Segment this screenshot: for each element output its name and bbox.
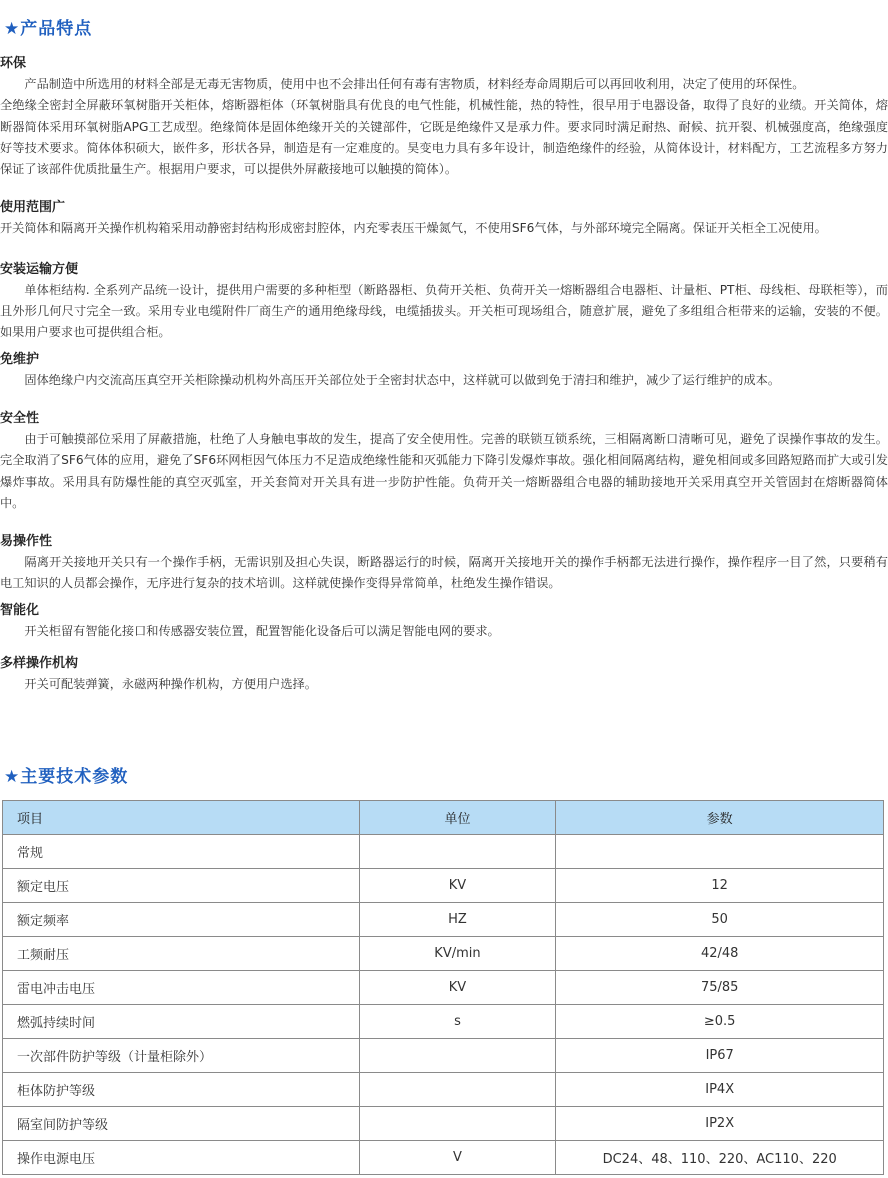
specs-table	[2, 800, 884, 1175]
feature-title: 易操作性	[0, 534, 53, 550]
cell-item: 额定电压	[3, 869, 360, 903]
header-item: 项目	[3, 801, 360, 835]
feature-mechanism	[0, 654, 888, 695]
cell-value: DC24、48、110、220、AC110、220	[556, 1141, 884, 1175]
feature-body: 隔离开关接地开关只有一个操作手柄，无需识别及担心失误，断路器运行的时候，隔离开关接地开关的操作手柄都无法进行操作，操作程序一目了然，只要稍有电工知识的人员都会操作，无序进行复杂的技术培训。这样就使操作变得异常简单，杜绝发生操作错误。	[0, 555, 888, 591]
feature-usability	[0, 532, 888, 595]
cell-unit	[359, 1073, 556, 1107]
table-row	[3, 869, 884, 903]
cell-unit	[359, 835, 556, 869]
feature-wide-use	[0, 198, 888, 239]
table-row	[3, 1073, 884, 1107]
feature-install	[0, 260, 888, 344]
table-row	[3, 1141, 884, 1175]
cell-unit: V	[359, 1141, 556, 1175]
table-header-row	[3, 801, 884, 835]
cell-item: 常规	[3, 835, 360, 869]
cell-item: 柜体防护等级	[3, 1073, 360, 1107]
cell-item: 雷电冲击电压	[3, 971, 360, 1005]
cell-item: 工频耐压	[3, 937, 360, 971]
cell-value: 75/85	[556, 971, 884, 1005]
section-title-specs: ★主要技术参数	[4, 767, 129, 787]
cell-item: 隔室间防护等级	[3, 1107, 360, 1141]
feature-title: 使用范围广	[0, 200, 66, 216]
feature-body: 开关简体和隔离开关操作机构箱采用动静密封结构形成密封腔体，内充零表压干燥氮气，不使用SF6气体，与外部环境完全隔离。保证开关柜全工况使用。	[0, 221, 827, 236]
cell-unit: HZ	[359, 903, 556, 937]
table-row	[3, 835, 884, 869]
feature-title: 安装运输方便	[0, 261, 79, 277]
table-row	[3, 1039, 884, 1073]
cell-value: IP67	[556, 1039, 884, 1073]
header-value: 参数	[556, 801, 884, 835]
feature-body: 单体柜结构. 全系列产品统一设计，提供用户需要的多种柜型（断路器柜、负荷开关柜、负荷开关一熔断器组合电器柜、计量柜、PT柜、母线柜、母联柜等），而且外形几何尺寸完全一致。采用专业电缆附件厂商生产的通用绝缘母线，电缆插拔头。开关柜可现场组合，随意扩展，避免了多组组合柜带来的运输，安装的不便。如果用户要求也可提供组合柜。	[0, 282, 888, 340]
feature-title: 环保	[0, 56, 27, 71]
cell-value: IP2X	[556, 1107, 884, 1141]
cell-unit	[359, 1107, 556, 1141]
table-row	[3, 903, 884, 937]
cell-value	[556, 835, 884, 869]
feature-smart	[0, 601, 888, 642]
cell-value: 12	[556, 869, 884, 903]
cell-item: 额定频率	[3, 903, 360, 937]
feature-title: 智能化	[0, 602, 40, 618]
cell-value: 42/48	[556, 937, 884, 971]
feature-body: 全绝缘全密封全屏蔽环氧树脂开关柜体，熔断器柜体（环氧树脂具有优良的电气性能，机械性能，热的特性，很早用于电器设备，取得了良好的业绩。开关简体，熔断器简体采用环氧树脂APG工艺成型。绝缘简体是固体绝缘开关的关键部件，它既是绝缘件又是承力件。要求同时满足耐热、耐候、抗开裂、机械强度高，绝缘强度好等技术要求。简体体积硕大，嵌件多，形状各异，制造是有一定难度的。昊变电力具有多年设计，制造绝缘件的经验，从简体设计，材料配方，工艺流程多方努力保证了该部件优质批量生产。根据用户要求，可以提供外屏蔽接地可以触摸的简体）。	[0, 98, 888, 177]
cell-unit	[359, 1039, 556, 1073]
cell-value: ≥0.5	[556, 1005, 884, 1039]
cell-unit: KV/min	[359, 937, 556, 971]
cell-item: 操作电源电压	[3, 1141, 360, 1175]
cell-value: 50	[556, 903, 884, 937]
feature-title: 安全性	[0, 410, 40, 426]
feature-title: 免维护	[0, 351, 40, 367]
table-row	[3, 937, 884, 971]
table-row	[3, 1107, 884, 1141]
feature-body: 开关可配装弹簧，永磁两种操作机构，方便用户选择。	[24, 677, 317, 692]
cell-unit: KV	[359, 971, 556, 1005]
feature-maintenance	[0, 350, 888, 391]
feature-body: 固体绝缘户内交流高压真空开关柜除操动机构外高压开关部位处于全密封状态中，这样就可以做到免于清扫和维护，减少了运行维护的成本。	[24, 372, 781, 387]
feature-body: 产品制造中所选用的材料全部是无毒无害物质，使用中也不会排出任何有毒有害物质，材料经寿命周期后可以再回收利用，决定了使用的环保性。	[24, 77, 805, 91]
section-title-features: ★产品特点	[4, 19, 93, 39]
header-unit: 单位	[359, 801, 556, 835]
feature-body: 开关柜留有智能化接口和传感器安装位置，配置智能化设备后可以满足智能电网的要求。	[24, 623, 500, 638]
feature-title: 多样操作机构	[0, 656, 79, 672]
cell-item: 一次部件防护等级（计量柜除外）	[3, 1039, 360, 1073]
features-content	[0, 54, 888, 695]
cell-item: 燃弧持续时间	[3, 1005, 360, 1039]
table-row	[3, 1005, 884, 1039]
table-row	[3, 971, 884, 1005]
feature-safety	[0, 409, 888, 514]
cell-unit: s	[359, 1005, 556, 1039]
cell-unit: KV	[359, 869, 556, 903]
cell-value: IP4X	[556, 1073, 884, 1107]
feature-body: 由于可触摸部位采用了屏蔽措施，杜绝了人身触电事故的发生，提高了安全使用性。完善的联锁互锁系统，三相隔离断口清晰可见，避免了误操作事故的发生。完全取消了SF6气体的应用，避免了SF6环网柜因气体压力不足造成绝缘性能和灭弧能力下降引发爆炸事故。强化相间隔离结构，避免相间或多回路短路而扩大或引发爆炸事故。采用具有防爆性能的真空灭弧室，开关套简对开关具有进一步防护性能。负荷开关一熔断器组合电器的辅助接地开关采用真空开关管固封在熔断器简体中。	[0, 431, 888, 510]
feature-eco	[0, 54, 888, 180]
